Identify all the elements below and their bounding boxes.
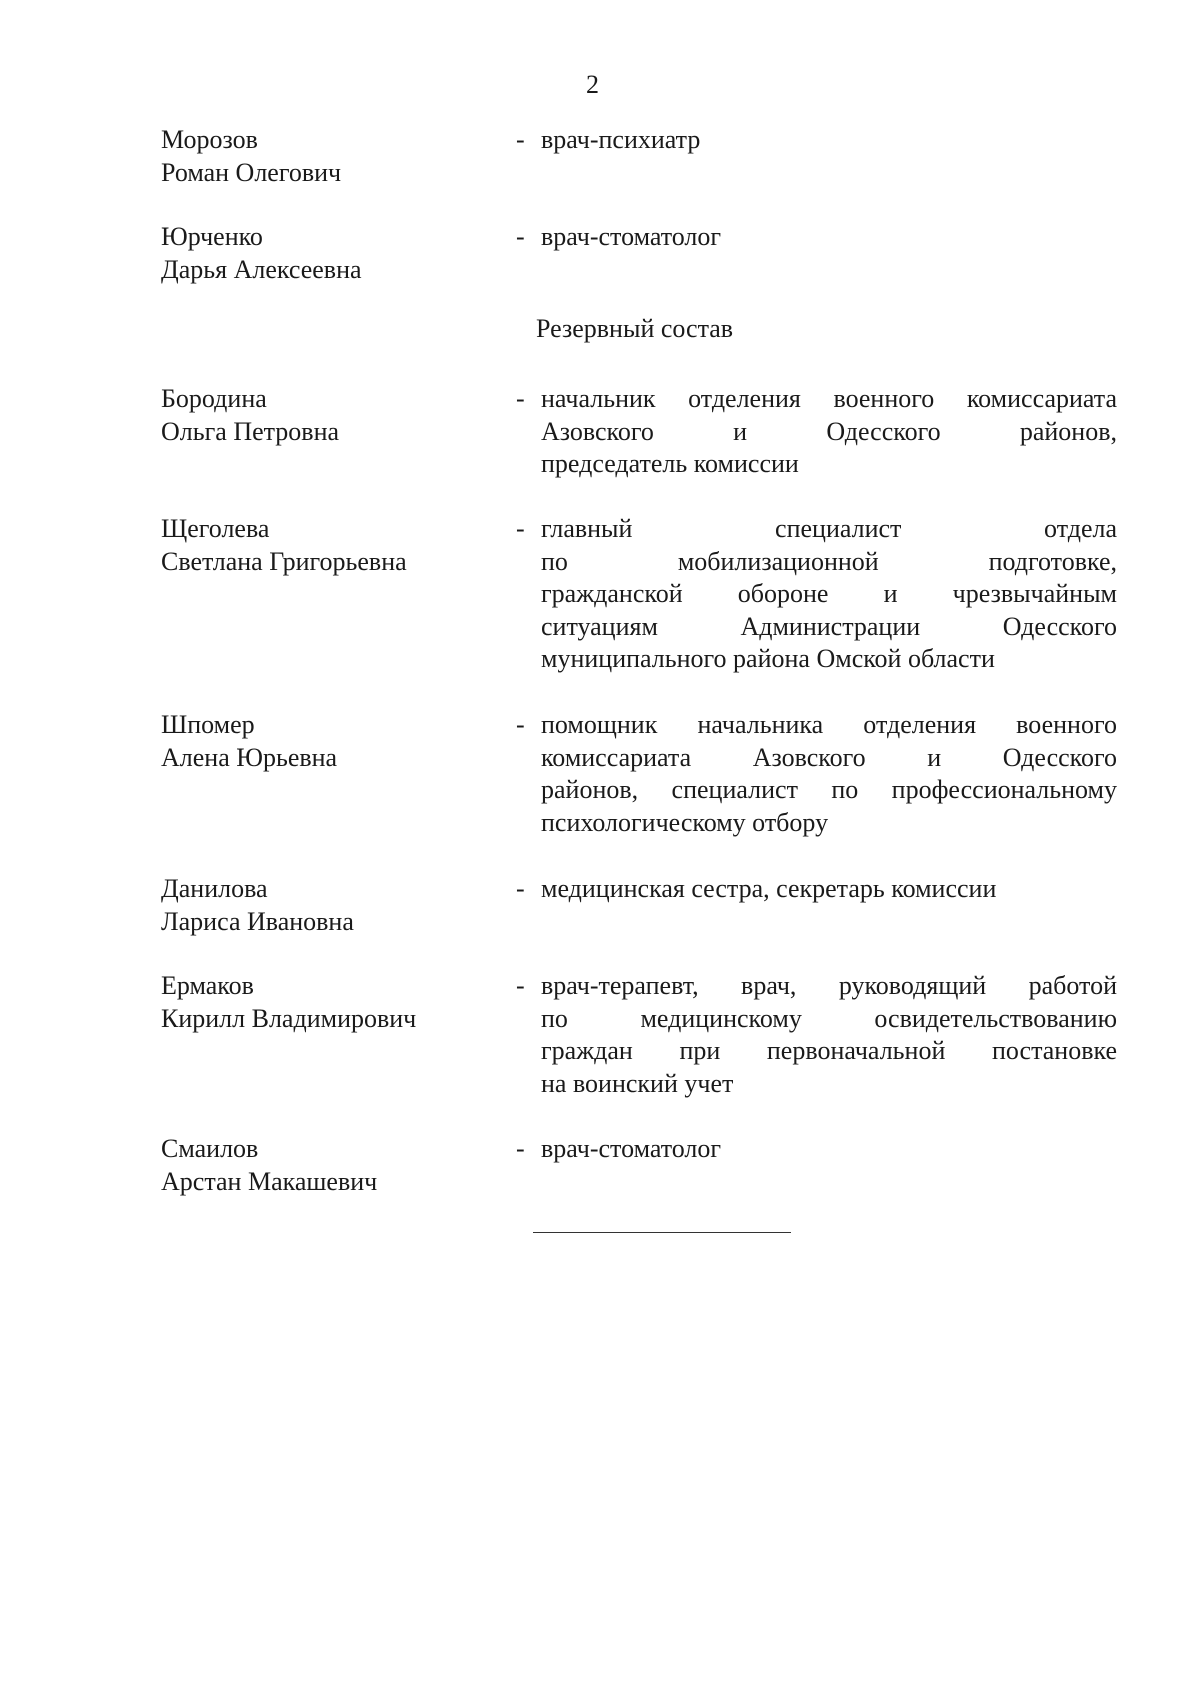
member-surname: Смаилов — [161, 1134, 259, 1163]
role-line: муниципального района Омской области — [541, 644, 995, 673]
member-surname: Данилова — [161, 874, 268, 903]
role-dash: - — [516, 222, 525, 251]
member-role — [516, 513, 1117, 676]
member-surname: Щеголева — [161, 514, 270, 543]
member-name — [161, 1133, 511, 1198]
role-line: гражданской обороне и чрезвычайным — [541, 579, 1117, 608]
member-given-names: Лариса Ивановна — [161, 906, 354, 936]
role-line: врач-психиатр — [541, 125, 701, 154]
role-dash: - — [516, 514, 525, 543]
member-name — [161, 709, 511, 774]
role-line: граждан при первоначальной постановке — [541, 1036, 1117, 1065]
role-line: комиссариата Азовского и Одесского — [541, 742, 1117, 772]
member-given-names: Светлана Григорьевна — [161, 546, 407, 576]
member-given-names: Ольга Петровна — [161, 416, 340, 446]
member-name — [161, 873, 511, 938]
member-role — [516, 873, 1117, 906]
member-name — [161, 221, 511, 286]
role-dash: - — [516, 1134, 525, 1163]
role-line: главный специалист отдела — [541, 514, 1117, 543]
role-line: врач-стоматолог — [541, 1134, 722, 1163]
member-name — [161, 383, 511, 448]
member-surname: Юрченко — [161, 222, 263, 251]
member-role — [516, 709, 1117, 839]
role-line: по медицинскому освидетельствованию — [541, 1003, 1117, 1033]
role-dash: - — [516, 710, 525, 739]
member-given-names: Роман Олегович — [161, 157, 342, 187]
role-dash: - — [516, 874, 525, 903]
role-line: врач-терапевт, врач, руководящий работой — [541, 971, 1117, 1000]
role-line: районов, специалист по профессиональному — [541, 775, 1117, 804]
member-name — [161, 513, 511, 578]
role-line: председатель комиссии — [541, 449, 799, 478]
member-role — [516, 383, 1117, 481]
role-line: начальник отделения военного комиссариата — [541, 384, 1117, 413]
member-given-names: Алена Юрьевна — [161, 742, 338, 772]
member-name — [161, 124, 511, 189]
role-line: помощник начальника отделения военного — [541, 710, 1117, 739]
member-surname: Шпомер — [161, 710, 255, 739]
member-given-names: Дарья Алексеевна — [161, 254, 362, 284]
role-line: Азовского и Одесского районов, — [541, 416, 1117, 446]
role-dash: - — [516, 125, 525, 154]
member-given-names: Кирилл Владимирович — [161, 1003, 417, 1033]
end-divider — [533, 1232, 791, 1233]
member-role — [516, 1133, 1117, 1166]
member-given-names: Арстан Макашевич — [161, 1166, 378, 1196]
section-title-reserve: Резервный состав — [536, 314, 734, 343]
role-line: психологическому отбору — [541, 807, 829, 837]
role-line: врач-стоматолог — [541, 222, 722, 251]
role-line: медицинская сестра, секретарь комиссии — [541, 874, 997, 903]
member-name — [161, 970, 511, 1035]
role-line: по мобилизационной подготовке, — [541, 546, 1117, 576]
role-dash: - — [516, 971, 525, 1000]
page-number: 2 — [586, 70, 599, 99]
member-role — [516, 221, 1117, 254]
member-surname: Бородина — [161, 384, 267, 413]
member-surname: Ермаков — [161, 971, 254, 1000]
role-line: ситуациям Администрации Одесского — [541, 611, 1117, 641]
member-role — [516, 970, 1117, 1100]
role-dash: - — [516, 384, 525, 413]
member-role — [516, 124, 1117, 157]
member-surname: Морозов — [161, 125, 258, 154]
role-line: на воинский учет — [541, 1068, 734, 1098]
